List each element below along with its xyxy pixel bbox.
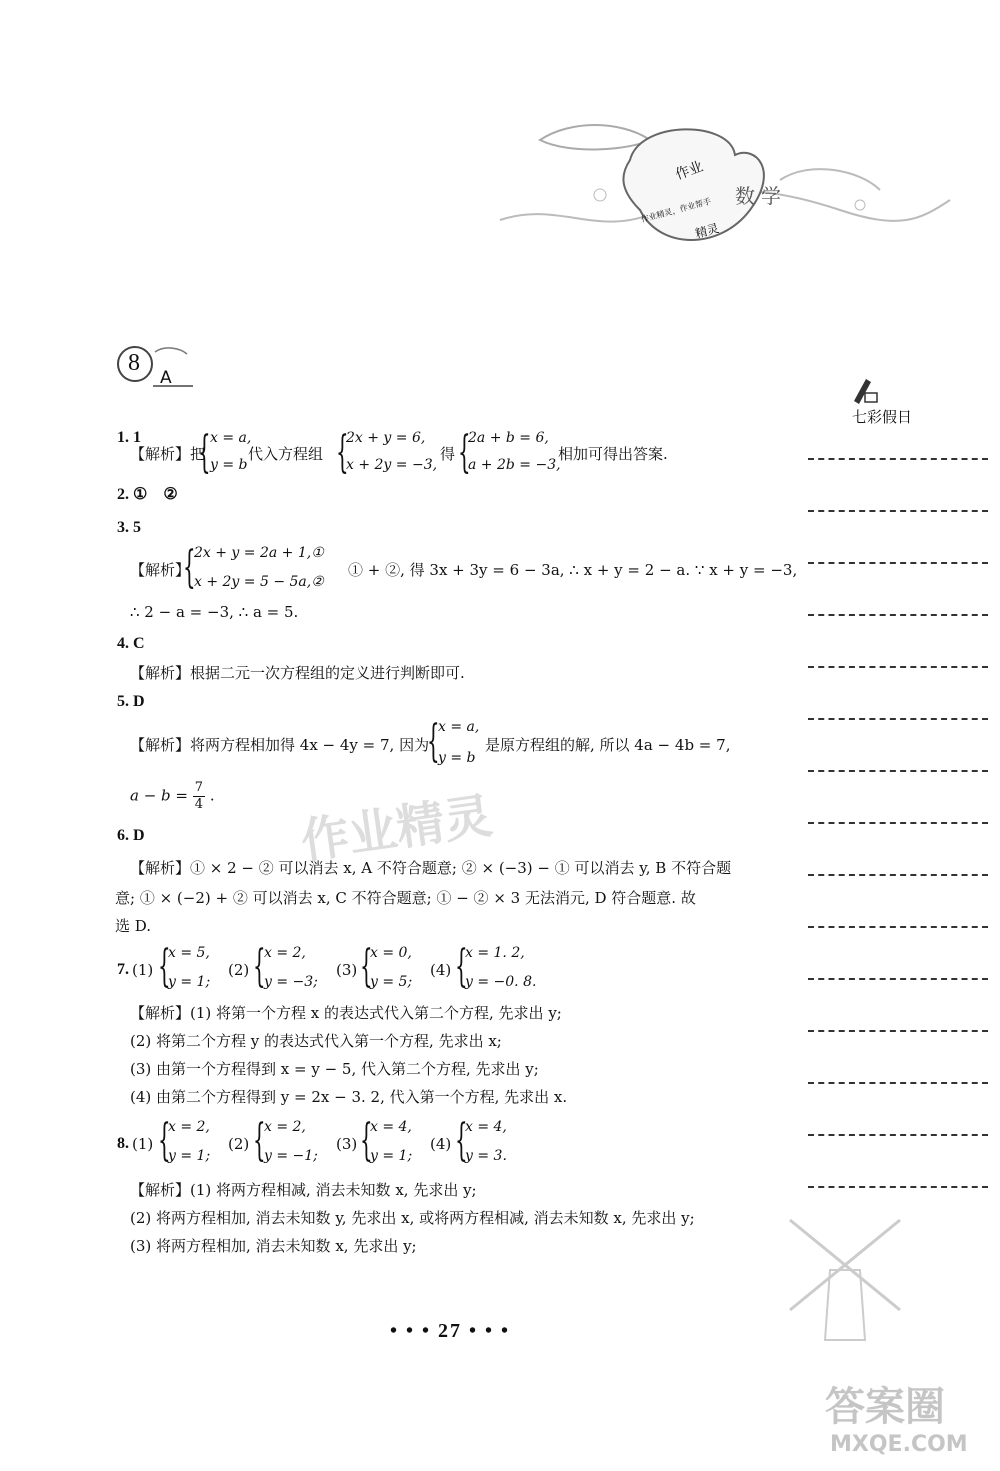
equation-line: y = −3; — [264, 974, 318, 990]
q5-line2 — [130, 780, 215, 813]
equation-line: x = 2, — [168, 1119, 210, 1135]
section-ornament-icon — [115, 340, 195, 390]
note-line — [808, 978, 988, 980]
q6-note-line: 意; ① × (−2) + ② 可以消去 x, C 不符合题意; ① − ② × 3 无法消元, D 符合题意. 故 — [115, 889, 696, 907]
section-part: A — [160, 368, 172, 388]
brace-icon: { — [360, 941, 373, 992]
brace-icon: { — [183, 542, 196, 593]
brace-icon: { — [198, 427, 211, 478]
equation-line: x = 4, — [370, 1119, 412, 1135]
windmill-decoration — [770, 1200, 920, 1354]
q8-part-label: (3) — [336, 1135, 358, 1153]
q6-note-line: 选 D. — [115, 917, 152, 935]
q5-note-prefix: 【解析】将两方程相加得 4x − 4y = 7, 因为 — [130, 736, 430, 754]
q6-note-line: 【解析】① × 2 − ② 可以消去 x, A 不符合题意; ② × (−3) − ① 可以消去 y, B 不符合题 — [130, 859, 732, 877]
q8-number: 8. — [117, 1135, 129, 1152]
q7-part-label: (2) — [228, 961, 250, 979]
q4-answer: 4. C — [117, 635, 145, 652]
note-line — [808, 1082, 988, 1084]
q7-part-label: (4) — [430, 961, 452, 979]
equation-line: x + 2y = 5 − 5a,② — [194, 574, 324, 590]
q5-line2-end: . — [209, 786, 215, 805]
note-line — [808, 874, 988, 876]
q7-part-label: (3) — [336, 961, 358, 979]
q7-part-label: (1) — [132, 961, 154, 979]
equation-line: y = −0. 8. — [465, 974, 537, 990]
brace-icon: { — [427, 716, 440, 767]
equation-line: x = 5, — [168, 945, 210, 961]
section-marker — [115, 340, 195, 390]
watermark-corner: 答案圈 — [825, 1384, 945, 1430]
brace-icon: { — [455, 1115, 468, 1166]
fraction — [193, 780, 205, 813]
note-line — [808, 562, 988, 564]
note-line — [808, 926, 988, 928]
equation-line: x = 2, — [264, 945, 306, 961]
q7-note-line: (2) 将第二个方程 y 的表达式代入第一个方程, 先求出 x; — [130, 1032, 502, 1050]
note-line — [808, 1186, 988, 1188]
header-badge-middle: 作业精灵，作业帮手 — [640, 196, 712, 225]
q4-note: 【解析】根据二元一次方程组的定义进行判断即可. — [130, 664, 465, 682]
sidebar-title: 七彩假日 — [852, 408, 913, 426]
header-decoration — [480, 100, 960, 270]
equation-line: x + 2y = −3, — [346, 457, 438, 473]
note-line — [808, 510, 988, 512]
brace-icon: { — [158, 941, 171, 992]
note-line — [808, 458, 988, 460]
equation-line: 2x + y = 6, — [346, 430, 426, 446]
brace-icon: { — [336, 427, 349, 478]
q8-part-label: (2) — [228, 1135, 250, 1153]
equation-line: y = b — [210, 457, 248, 473]
note-line — [808, 1134, 988, 1136]
q1-note-end: 相加可得出答案. — [558, 445, 668, 463]
vine-ornament-icon — [480, 100, 960, 270]
watermark-url: MXQE.COM — [830, 1432, 968, 1457]
note-line — [808, 1030, 988, 1032]
q8-note-line: (2) 将两方程相加, 消去未知数 y, 先求出 x, 或将两方程相减, 消去未知数 x, 先求出 y; — [130, 1209, 695, 1227]
brace-icon: { — [253, 941, 266, 992]
equation-line: x = 2, — [264, 1119, 306, 1135]
q8-part-label: (4) — [430, 1135, 452, 1153]
q5-note-end: 是原方程组的解, 所以 4a − 4b = 7, — [485, 736, 731, 754]
note-line — [808, 718, 988, 720]
equation-line: a + 2b = −3, — [468, 457, 561, 473]
note-line — [808, 770, 988, 772]
q7-note-line: (4) 由第二个方程得到 y = 2x − 3. 2, 代入第一个方程, 先求出 x. — [130, 1088, 568, 1106]
equation-line: y = −1; — [264, 1148, 318, 1164]
brace-icon: { — [455, 941, 468, 992]
brace-icon: { — [158, 1115, 171, 1166]
equation-line: y = 1; — [168, 974, 211, 990]
equation-line: x = a, — [438, 719, 480, 735]
pen-icon — [850, 375, 878, 409]
page-number: • • • 27 • • • — [390, 1320, 511, 1342]
equation-line: 2a + b = 6, — [468, 430, 549, 446]
header-subject-title: 数学 — [735, 184, 787, 208]
q6-answer: 6. D — [117, 827, 145, 844]
fraction-denominator: 4 — [194, 797, 204, 812]
equation-line: x = a, — [210, 430, 252, 446]
equation-line: y = 3. — [465, 1148, 507, 1164]
brace-icon: { — [360, 1115, 373, 1166]
q8-part-label: (1) — [132, 1135, 154, 1153]
header-badge-bottom: 精灵 — [693, 221, 721, 241]
equation-line: 2x + y = 2a + 1,① — [194, 545, 324, 561]
q1-answer: 1. 1 — [117, 429, 141, 446]
equation-line: x = 4, — [465, 1119, 507, 1135]
brace-icon: { — [458, 427, 471, 478]
section-number: 8 — [128, 350, 140, 376]
equation-line: x = 0, — [370, 945, 412, 961]
note-line — [808, 822, 988, 824]
header-badge-top: 作业 — [673, 158, 706, 184]
watermark-center: 作业精灵 — [297, 787, 496, 871]
brace-icon: { — [253, 1115, 266, 1166]
q7-note-line: (3) 由第一个方程得到 x = y − 5, 代入第二个方程, 先求出 y; — [130, 1060, 539, 1078]
q7-note-line: 【解析】(1) 将第一个方程 x 的表达式代入第二个方程, 先求出 y; — [130, 1004, 562, 1022]
q8-note-line: 【解析】(1) 将两方程相减, 消去未知数 x, 先求出 y; — [130, 1181, 477, 1199]
equation-line: y = 1; — [370, 1148, 413, 1164]
q5-line2-prefix: a − b = — [130, 786, 188, 805]
q3-note-end: ① + ②, 得 3x + 3y = 6 − 3a, ∴ x + y = 2 − a. ∵ x + y = −3, — [348, 561, 798, 579]
q3-note-prefix: 【解析】 — [130, 561, 191, 579]
q3-answer: 3. 5 — [117, 519, 141, 536]
fraction-numerator: 7 — [194, 780, 204, 795]
equation-line: y = b — [438, 750, 476, 766]
q1-note-mid: 代入方程组 — [248, 445, 324, 463]
q2-answer: 2. ① ② — [117, 486, 178, 503]
q8-note-line: (3) 将两方程相加, 消去未知数 x, 先求出 y; — [130, 1237, 417, 1255]
note-line — [808, 614, 988, 616]
equation-line: y = 1; — [168, 1148, 211, 1164]
q1-note-get: 得 — [440, 445, 456, 463]
q3-note-line2: ∴ 2 − a = −3, ∴ a = 5. — [130, 603, 299, 621]
note-line — [808, 666, 988, 668]
q7-number: 7. — [117, 961, 129, 978]
equation-line: y = 5; — [370, 974, 413, 990]
equation-line: x = 1. 2, — [465, 945, 525, 961]
q5-answer: 5. D — [117, 693, 145, 710]
q1-note-prefix: 【解析】把 — [130, 445, 206, 463]
